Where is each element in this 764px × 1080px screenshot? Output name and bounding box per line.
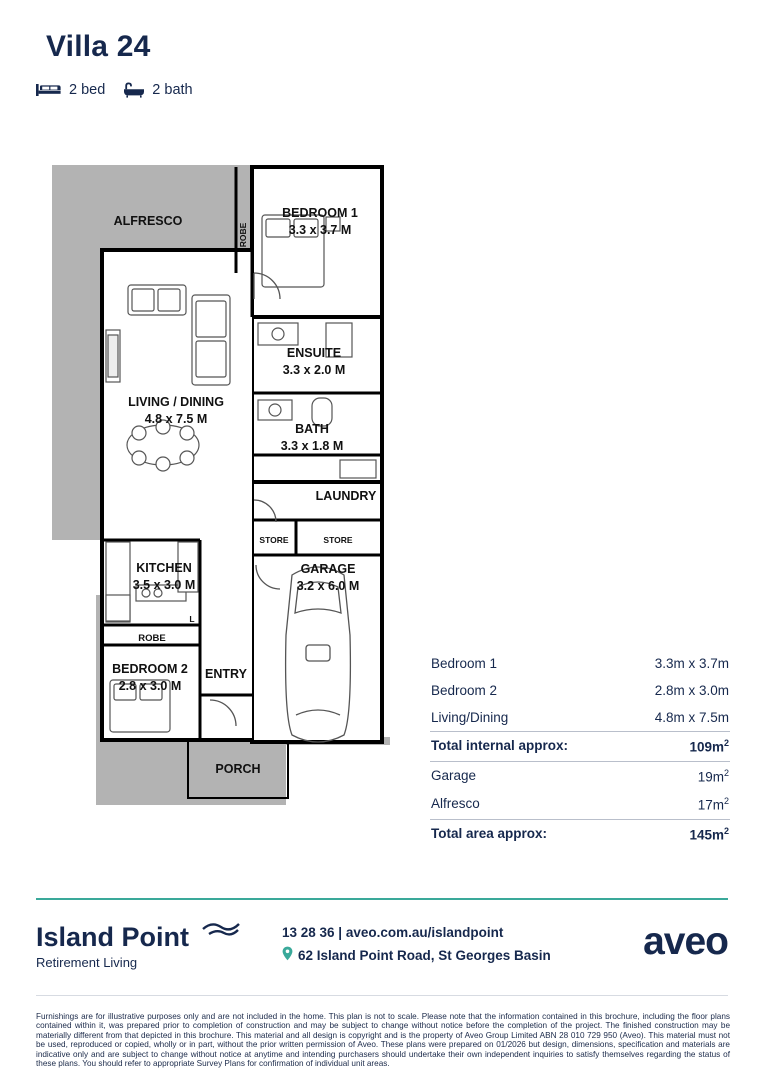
page-title: Villa 24 (46, 30, 151, 63)
brand-name: Island Point (36, 922, 190, 952)
location-pin-icon (282, 946, 293, 964)
disclaimer-text: Furnishings are for illustrative purposes only and are not included in the home. This plan is not to scale. Please note that the information contained in this brochure, including the floor plans contained within it, was prepared prior to completion of construction and may be subject to change without notice before the completion of the project. The finished construction may be materially different from that depicted in this brochure. This material and all design is copyright and is the property of Aveo Group Limited ABN 28 010 729 950 (Aveo). This material must not be used, reproduced or copied, wholly or in part, without the prior written permission of Aveo. These plans were prepared on 01/2026 but design, dimensions, specification and materials are indicative only and are subject to change without notice at anytime and intending purchasers should undertake their own independent inquiries to satisfy themselves regarding the status of these plans. You should refer to appropriate Survey Plans for confirmation of individual unit areas. (36, 1012, 730, 1069)
schedule-label: Living/Dining (431, 710, 509, 725)
spec-list (36, 82, 193, 98)
label-kitchen: KITCHEN (136, 561, 192, 575)
bath-icon (123, 82, 145, 98)
wave-icon (201, 918, 245, 941)
schedule-label: Garage (431, 767, 477, 783)
schedule-value: $17m^2$ (697, 796, 729, 813)
floorplan-svg (40, 155, 440, 815)
label-bedroom2-dims: 2.8 x 3.0 M (118, 679, 182, 693)
schedule-label: Total area approx: (431, 825, 548, 841)
contact-address: 62 Island Point Road, St Georges Basin (298, 947, 551, 963)
brand-tagline: Retirement Living (36, 955, 138, 970)
schedule-row (430, 677, 730, 704)
area-schedule (430, 650, 730, 848)
schedule-label: Bedroom 1 (431, 656, 498, 671)
schedule-value: $145m^2$ (689, 825, 729, 842)
brand-block (36, 922, 189, 970)
label-garage: GARAGE (300, 562, 356, 576)
label-alfresco: ALFRESCO (113, 214, 183, 228)
divider-grey (36, 995, 728, 996)
contact-phone-web[interactable]: 13 28 36 | aveo.com.au/islandpoint (282, 925, 504, 940)
floorplan (40, 155, 440, 815)
schedule-row (430, 790, 730, 819)
schedule-value: 4.8m x 7.5m (654, 710, 729, 725)
aveo-logo: aveo (643, 920, 728, 963)
schedule-label: Total internal approx: (431, 738, 569, 753)
label-bath-dims: 3.3 x 1.8 M (280, 439, 344, 453)
schedule-label: Bedroom 2 (431, 683, 498, 698)
schedule-value: $19m^2$ (697, 767, 729, 784)
schedule-label: Alfresco (431, 796, 480, 811)
schedule-value: $109m^2$ (689, 738, 729, 755)
label-robe-top: ROBE (238, 222, 248, 248)
schedule-row (430, 704, 730, 731)
schedule-row-total-area (430, 819, 730, 849)
label-laundry-tub: L (189, 614, 195, 624)
spec-bath-label: 2 bath (152, 82, 193, 98)
label-store-1: STORE (259, 535, 289, 545)
schedule-value: 2.8m x 3.0m (654, 683, 729, 698)
schedule-row (430, 761, 730, 791)
label-garage-dims: 3.2 x 6.0 M (296, 579, 360, 593)
label-ensuite: ENSUITE (286, 346, 342, 360)
bed-icon (36, 82, 62, 98)
label-porch: PORCH (215, 762, 261, 776)
label-bath: BATH (295, 422, 329, 436)
label-store-2: STORE (323, 535, 353, 545)
schedule-row-total-internal (430, 731, 730, 761)
spec-bath (123, 82, 192, 98)
label-ensuite-dims: 3.3 x 2.0 M (282, 363, 346, 377)
label-living-dims: 4.8 x 7.5 M (144, 412, 208, 426)
spec-bed-label: 2 bed (69, 82, 106, 98)
spec-bed (36, 82, 105, 98)
label-bedroom2: BEDROOM 2 (112, 662, 188, 676)
label-entry: ENTRY (205, 667, 247, 681)
label-living: LIVING / DINING (128, 395, 224, 409)
label-kitchen-dims: 3.5 x 3.0 M (132, 578, 196, 592)
divider-teal (36, 898, 728, 900)
contact-block (282, 925, 551, 964)
contact-address-row (282, 946, 551, 964)
label-robe-bottom: ROBE (138, 633, 166, 644)
schedule-value: 3.3m x 3.7m (654, 656, 729, 671)
schedule-row (430, 650, 730, 677)
label-bedroom1: BEDROOM 1 (282, 206, 358, 220)
label-laundry: LAUNDRY (315, 489, 377, 503)
label-bedroom1-dims: 3.3 x 3.7 M (288, 223, 352, 237)
